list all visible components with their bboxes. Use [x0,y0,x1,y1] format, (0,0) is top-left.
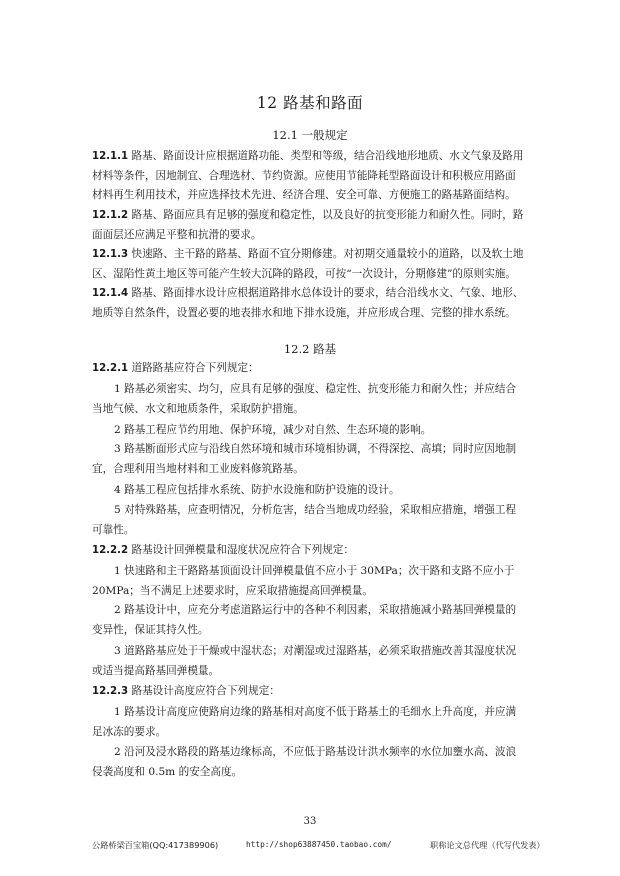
item-12-2-3-1: 1 路基设计高度应使路肩边缘的路基相对高度不低于路基土的毛细水上升高度，并应满 足冰冻的要求。 [92,706,517,738]
clause-text: 路基、路面应具有足够的强度和稳定性，以及良好的抗变形能力和耐久性。同时，路 面面层还应满足平整和抗滑的要求。 [92,209,524,241]
clause-number: 12.1.1 [92,151,129,162]
page-number: 33 [303,816,317,827]
footer-left-text: 公路桥梁百宝箱(QQ:417389906) [92,840,219,850]
footer-right-text: 职称论文总代理（代写代发表） [430,840,545,850]
section-title-general: 12.1 一般规定 [272,128,348,142]
clause-text: 路基、路面设计应根据道路功能、类型和等级，结合沿线地形地质、水文气象及路用 材料等条件，因地制宜、合理选材、节约资源。应使用节能降耗型路面设计和积极应用路面 材料再生利用技术，并应选择技术先进、经济合理、安全可靠、方便施工的路基路面结构。 [92,150,524,202]
clause-number: 12.1.2 [92,210,129,221]
clause-text: 路基设计高度应符合下列规定： [128,685,280,697]
clause-text: 路基设计回弹模量和湿度状况应符合下列规定： [128,544,354,556]
clause-text: 路基、路面排水设计应根据道路排水总体设计的要求，结合沿线水文、气象、地形、 地质等自然条件，设置必要的地表排水和地下排水设施，并应形成合理、完整的排水系统。 [92,287,524,319]
section-title-subgrade: 12.2 路基 [283,342,337,356]
item-12-2-1-4: 4 路基工程应包括排水系统、防护水设施和防护设施的设计。 [114,484,400,496]
clause-number: 12.2.3 [92,686,129,697]
item-12-2-2-1: 1 快速路和主干路路基顶面设计回弹模量值不应小于 30MPa；次干路和支路不应小于 20MPa；当不满足上述要求时，应采取措施提高回弹模量。 [92,565,515,597]
paragraph-12-1-2 [92,206,532,245]
paragraph-12-2-3 [92,682,532,702]
clause-text: 道路路基应符合下列规定： [128,362,259,374]
item-12-2-2-3: 3 道路路基应处于干燥或中湿状态；对潮湿或过湿路基，必须采取措施改善其湿度状况 或适当提高路基回弹模量。 [92,645,517,677]
clause-number: 12.2.2 [92,545,129,556]
clause-number: 12.1.4 [92,288,129,299]
paragraph-12-1-3 [92,245,532,284]
item-12-2-1-3: 3 路基断面形式应与沿线自然环境和城市环境相协调，不得深挖、高填；同时应因地制 宜，合理利用当地材料和工业废料修筑路基。 [92,443,517,475]
clause-text: 快速路、主干路的路基、路面不宜分期修建。对初期交通量较小的道路，以及软土地 区、湿陷性黄土地区等可能产生较大沉降的路段，可按“一次设计，分期修建”的原则实施。 [92,248,524,280]
item-12-2-1-5: 5 对特殊路基，应查明情况，分析危害，结合当地成功经验，采取相应措施，增强工程 可靠性。 [92,504,517,536]
paragraph-12-1-4 [92,284,532,323]
item-12-2-1-2: 2 路基工程应节约用地、保护环境，减少对自然、生态环境的影响。 [114,424,432,436]
paragraph-12-2-2 [92,541,532,561]
item-12-2-2-2: 2 路基设计中，应充分考虑道路运行中的各种不利因素，采取措施减小路基回弹模量的 变异性，保证其持久性。 [92,604,517,636]
clause-number: 12.1.3 [92,249,129,260]
item-12-2-1-1: 1 路基必须密实、均匀，应具有足够的强度、稳定性、抗变形能力和耐久性；并应结合 当地气候、水文和地质条件，采取防护措施。 [92,383,517,415]
footer-url-link[interactable]: http://shop63887450.taobao.com/ [246,840,392,849]
item-12-2-3-2: 2 沿河及浸水路段的路基边缘标高，不应低于路基设计洪水频率的水位加壅水高、波浪 侵袭高度和 0.5m 的安全高度。 [92,746,517,778]
paragraph-12-2-1 [92,359,532,379]
clause-number: 12.2.1 [92,363,129,374]
chapter-title: 12 路基和路面 [256,94,364,112]
paragraph-12-1-1 [92,147,532,206]
